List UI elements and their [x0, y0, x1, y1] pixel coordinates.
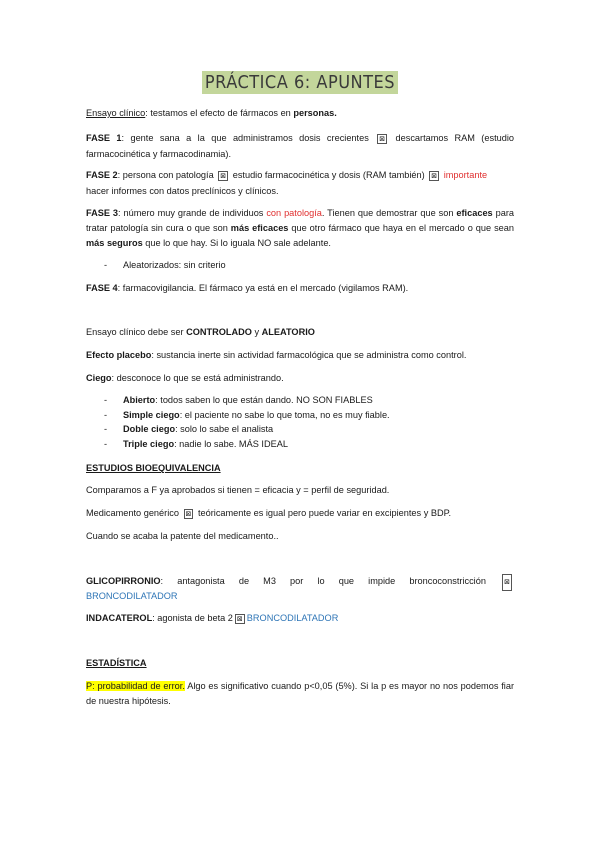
- fase3-paragraph: FASE 3: número muy grande de individuos con patología. Tienen que demostrar que son eficaces para tratar patología sin cura o que son más eficaces que otro fármaco que haya en el mercado o que sean más seguros que lo que hay. Si lo iguala NO sale adelante.: [86, 208, 514, 248]
- arrow-box-icon: ⊠: [431, 172, 438, 180]
- bioeq-paragraph-3: Cuando se acaba la patente del medicamento..: [86, 531, 279, 541]
- fase1-paragraph: FASE 1: gente sana a la que administramos dosis crecientes ⊠ descartamos RAM (estudio farmacocinética y farmacodinamia).: [86, 133, 514, 159]
- fase2-paragraph: FASE 2: persona con patología ⊠ estudio farmacocinética y dosis (RAM también) ⊠ importante hacer informes con datos preclínicos y clínicos.: [86, 170, 488, 196]
- bioeq-paragraph-1: Comparamos a F ya aprobados si tienen = eficacia y = perfil de seguridad.: [86, 485, 390, 495]
- glicopirronio-result: BRONCODILATADOR: [86, 591, 178, 601]
- document-page: PRÁCTICA 6: APUNTES Ensayo clínico: testamos el efecto de fármacos en personas. FASE 1: gente sana a la que administramos dosis crecientes ⊠ descartamos RAM (estudio farmacocinética y farmacodinamia). FASE 2: persona con patología ⊠ estudio farmacocinética y dosis (RAM también) ⊠ importante hacer informes con datos preclínicos y clínicos. FASE 3: número muy grande de individuos con patología. Tienen que demostrar que son eficaces para tratar patología sin cura o que son más eficaces que otro fármaco que haya en el mercado o que sean más seguros que lo que hay. Si lo iguala NO sale adelante. - Aleatorizados: sin criterio FASE 4: farmacovigilancia. El fármaco ya está en el mercado (vigilamos RAM). Ensayo clínico debe ser CONTROLADO y ALEATORIO Efecto placebo: sustancia inerte sin actividad farmacológica que se administra como control. Ciego: desconoce lo que se está administrando. - Abierto: todos saben lo que están dando. NO SON FIABLES - Simple ciego: el paciente no sabe lo que toma, no es muy fiable. - Doble ciego: solo lo sabe el analista - Triple ciego: nadie lo sabe. MÁS IDEAL ESTUDIOS BIOEQUIVALENCIA Comparamos a F ya aprobados si tienen = eficacia y = perfil de seguridad. Medicamento genérico ⊠ teóricamente es igual pero puede variar en excipientes y BDP. Cuando se acaba la patente del medicamento.. GLICOPIRRONIO: antagonista de M3 por lo que impide broncoconstricción ⊠ BRONCODILATADOR INDACATEROL: agonista de beta 2 ⊠ BRONCODILATADOR ESTADÍSTICA P: probabilidad de error. Algo es significativo cuando p<0,05 (5%). Si la p es mayor no nos podemos fiar de nuestra hipótesis.: [0, 0, 600, 848]
- arrow-box-icon: ⊠: [220, 172, 227, 180]
- placebo-paragraph: Efecto placebo: sustancia inerte sin actividad farmacológica que se administra como control.: [86, 350, 467, 360]
- arrow-box-icon: ⊠: [236, 615, 243, 623]
- estadistica-heading: ESTADÍSTICA: [86, 658, 147, 668]
- arrow-box-icon: ⊠: [185, 510, 192, 518]
- indacaterol-line: INDACATEROL: agonista de beta 2 ⊠ BRONCODILATADOR: [86, 613, 339, 623]
- estadistica-paragraph: P: probabilidad de error. Algo es significativo cuando p<0,05 (5%). Si la p es mayor no nos podemos fiar de nuestra hipótesis.: [86, 681, 514, 706]
- fase4-paragraph: FASE 4: farmacovigilancia. El fármaco ya está en el mercado (vigilamos RAM).: [86, 283, 409, 293]
- arrow-box-icon: ⊠: [379, 135, 386, 143]
- ensayo-paragraph: Ensayo clínico: testamos el efecto de fármacos en personas.: [86, 108, 337, 118]
- arrow-box-icon: ⊠: [502, 574, 512, 591]
- glicopirronio-line: GLICOPIRRONIO: antagonista de M3 por lo que impide broncoconstricción ⊠: [86, 574, 514, 591]
- page-title: PRÁCTICA 6: APUNTES: [0, 72, 600, 93]
- ciego-paragraph: Ciego: desconoce lo que se está administrando.: [86, 373, 284, 383]
- bioequivalencia-heading: ESTUDIOS BIOEQUIVALENCIA: [86, 463, 221, 473]
- controlado-paragraph: Ensayo clínico debe ser CONTROLADO y ALEATORIO: [86, 327, 315, 337]
- bioeq-paragraph-2: Medicamento genérico ⊠ teóricamente es igual pero puede variar en excipientes y BDP.: [86, 508, 452, 518]
